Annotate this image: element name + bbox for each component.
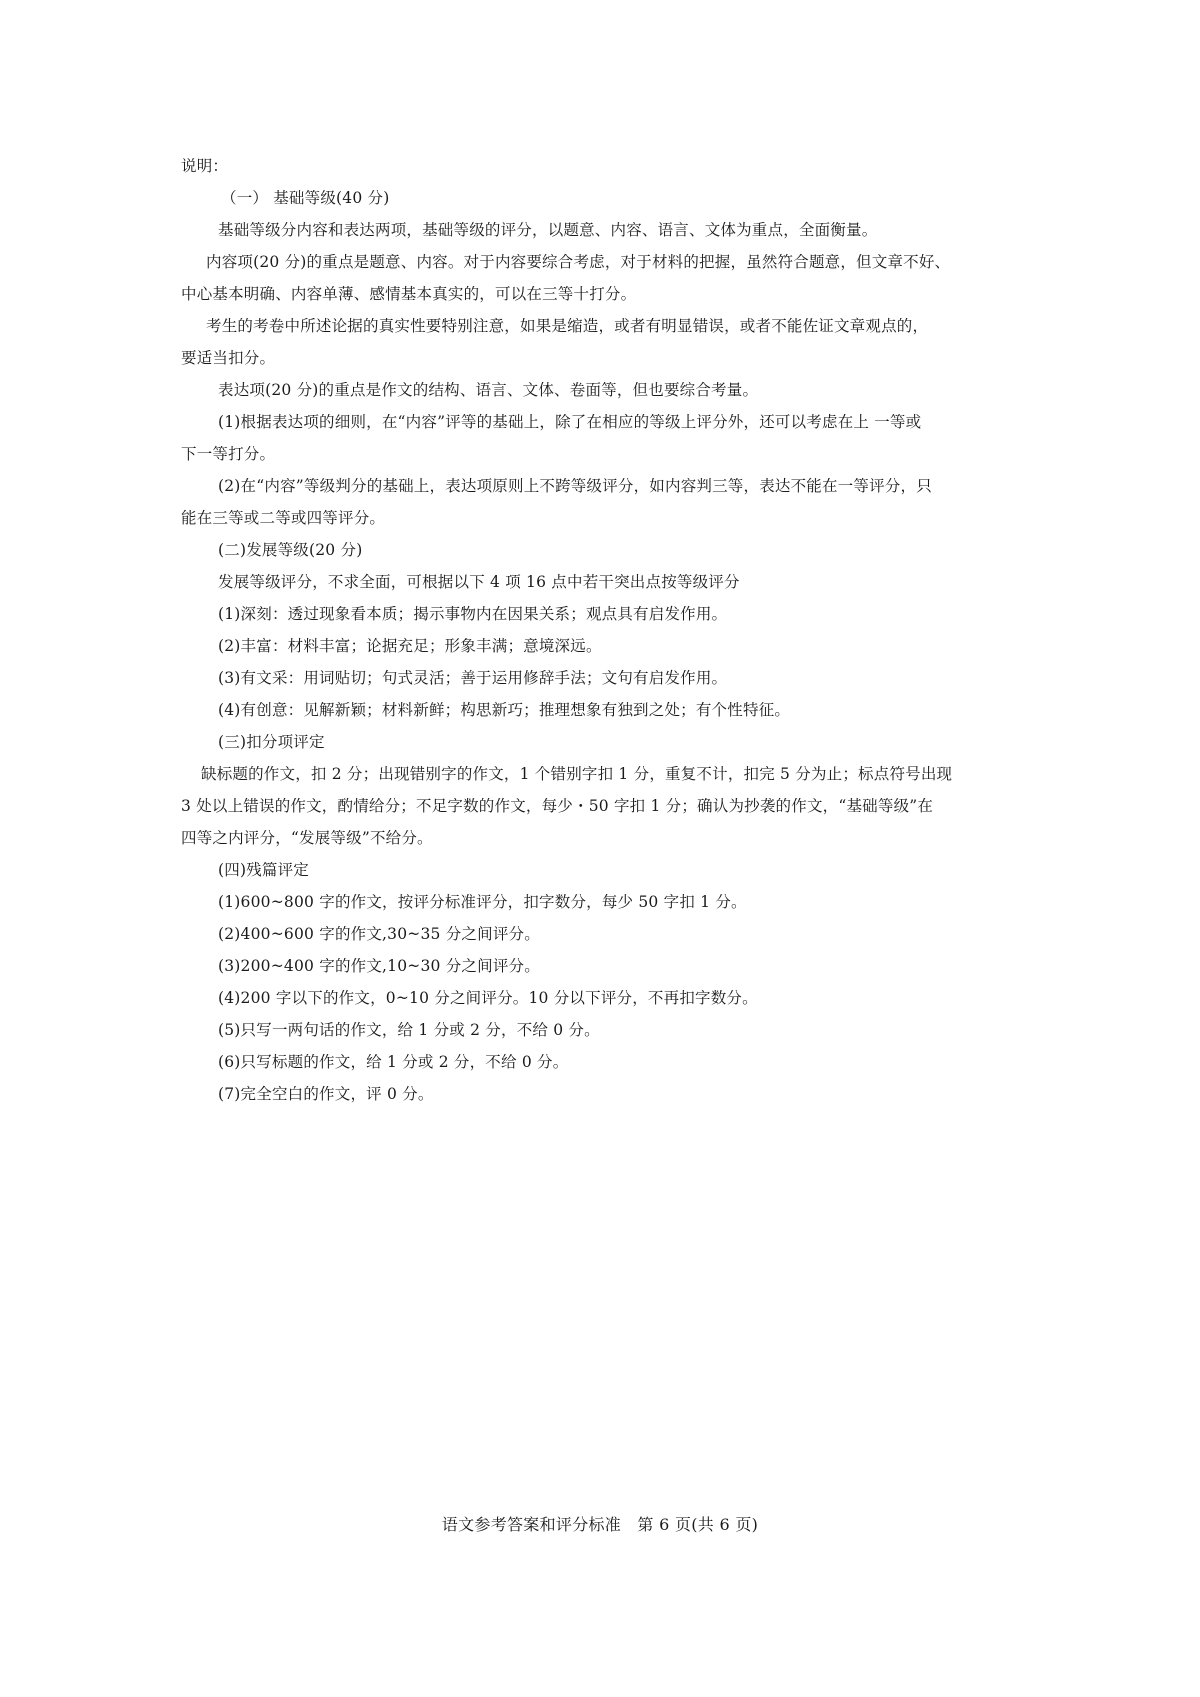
list-item-continuation: 能在三等或二等或四等评分。 [181, 509, 386, 527]
paragraph-line: 基础等级分内容和表达两项，基础等级的评分，以题意、内容、语言、文体为重点，全面衡量。 [218, 221, 878, 239]
page-footer: 语文参考答案和评分标准 第 6 页(共 6 页) [441, 1515, 759, 1534]
list-item: (2)在“内容”等级判分的基础上，表达项原则上不跨等级评分，如内容判三等，表达不能在一等评分，只 [218, 477, 932, 495]
paragraph-line: 表达项(20 分)的重点是作文的结构、语言、文体、卷面等，但也要综合考量。 [218, 381, 759, 399]
paragraph-line: 缺标题的作文，扣 2 分；出现错别字的作文，1 个错别字扣 1 分，重复不计，扣完 5 分为止；标点符号出现 [201, 765, 953, 783]
paragraph-line: 发展等级评分，不求全面，可根据以下 4 项 16 点中若干突出点按等级评分 [218, 573, 740, 591]
section-heading-development: (二)发展等级(20 分) [218, 541, 363, 559]
list-item: (3)有文采：用词贴切；句式灵活；善于运用修辞手法；文句有启发作用。 [218, 669, 728, 687]
list-item: (4)有创意：见解新颖；材料新鲜；构思新巧；推理想象有独到之处；有个性特征。 [218, 701, 791, 719]
section-heading-basic: （一） 基础等级(40 分) [221, 189, 390, 207]
list-item: (1)深刻：透过现象看本质；揭示事物内在因果关系；观点具有启发作用。 [218, 605, 728, 623]
list-item: (7)完全空白的作文，评 0 分。 [218, 1085, 434, 1103]
list-item: (5)只写一两句话的作文，给 1 分或 2 分，不给 0 分。 [218, 1021, 600, 1039]
list-item: (6)只写标题的作文，给 1 分或 2 分，不给 0 分。 [218, 1053, 569, 1071]
paragraph-line: 内容项(20 分)的重点是题意、内容。对于内容要综合考虑，对于材料的把握，虽然符合题意，但文章不好、 [206, 253, 951, 271]
list-item: (1)600~800 字的作文，按评分标准评分，扣字数分，每少 50 字扣 1 分。 [218, 893, 747, 911]
list-item-continuation: 下一等打分。 [181, 445, 276, 463]
paragraph-line: 3 处以上错误的作文，酌情给分；不足字数的作文，每少・50 字扣 1 分；确认为抄袭的作文，“基础等级”在 [181, 797, 934, 815]
section-heading-incomplete: (四)残篇评定 [218, 861, 309, 879]
paragraph-line: 要适当扣分。 [181, 349, 276, 367]
section-intro-label: 说明： [181, 157, 229, 175]
list-item: (3)200~400 字的作文,10~30 分之间评分。 [218, 957, 540, 975]
document-body [181, 150, 1031, 1110]
paragraph-line: 中心基本明确、内容单薄、感情基本真实的，可以在三等十打分。 [181, 285, 637, 303]
list-item: (2)400~600 字的作文,30~35 分之间评分。 [218, 925, 540, 943]
list-item: (2)丰富：材料丰富；论据充足；形象丰满；意境深远。 [218, 637, 602, 655]
paragraph-line: 四等之内评分，“发展等级”不给分。 [181, 829, 433, 847]
paragraph-line: 考生的考卷中所述论据的真实性要特别注意，如果是缩造，或者有明显错误，或者不能佐证文章观点的， [206, 317, 929, 335]
list-item: (1)根据表达项的细则，在“内容”评等的基础上，除了在相应的等级上评分外，还可以考虑在上 一等或 [218, 413, 922, 431]
list-item: (4)200 字以下的作文，0~10 分之间评分。10 分以下评分，不再扣字数分。 [218, 989, 758, 1007]
section-heading-deduction: (三)扣分项评定 [218, 733, 325, 751]
